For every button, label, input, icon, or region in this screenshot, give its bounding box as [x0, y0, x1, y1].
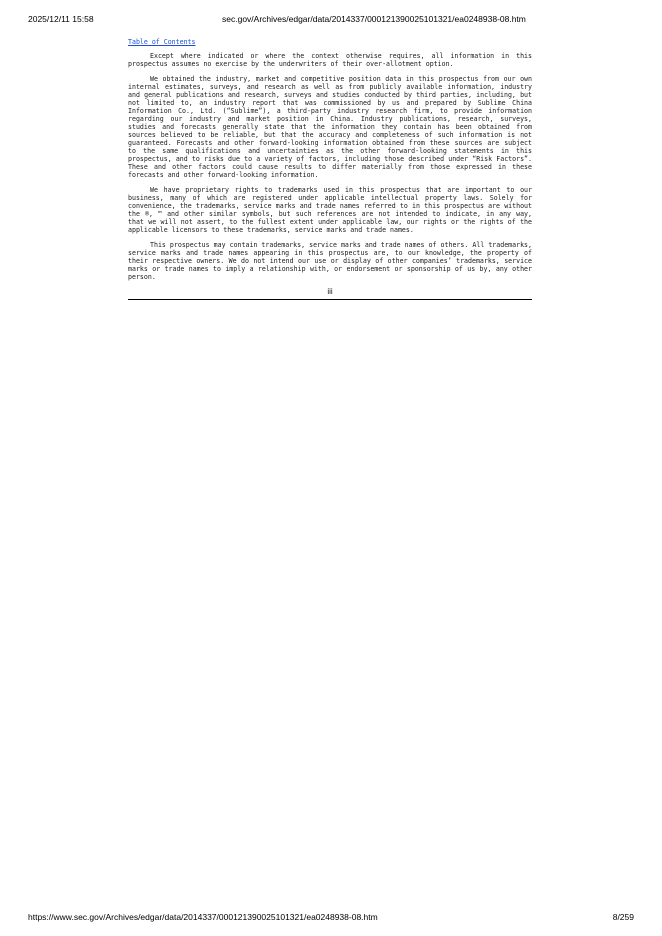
table-of-contents-link[interactable]: Table of Contents: [128, 38, 196, 46]
paragraph-industry-data: We obtained the industry, market and competitive position data in this prospectus from our own internal estimates, surveys, and research as well as from publicly available information, industry and general publications and research, surveys and studies conducted by third parties, including, but not limited to, an industry report that was commissioned by us and prepared by Sublime China Information Co., Ltd. (“Sublime”), a third-party industry research firm, to provide information regarding our industry and market position in China. Industry publications, research, surveys, studies and forecasts generally state that the information they contain has been obtained from sources believed to be reliable, but that the accuracy and completeness of such information is not guaranteed. Forecasts and other forward-looking information obtained from these sources are subject to the same qualifications and uncertainties as the other forward-looking statements in this prospectus, and to risks due to a variety of factors, including those described under “Risk Factors”. These and other factors could cause results to differ materially from those expressed in these forecasts and other forward-looking information.: [128, 74, 532, 180]
page-number: iii: [327, 287, 333, 297]
document-body: [128, 38, 532, 300]
page-divider: [128, 299, 532, 300]
paragraph-over-allotment: Except where indicated or where the context otherwise requires, all information in this prospectus assumes no exercise by the underwriters of their over-allotment option.: [128, 52, 532, 69]
print-url: https://www.sec.gov/Archives/edgar/data/2014337/000121390025101321/ea0248938-08.htm: [28, 912, 378, 922]
print-page-title: sec.gov/Archives/edgar/data/2014337/000121390025101321/ea0248938-08.htm: [222, 14, 526, 24]
print-datetime: 2025/12/11 15:58: [28, 14, 94, 24]
print-page-counter: 8/259: [612, 912, 634, 922]
paragraph-third-party-trademarks: This prospectus may contain trademarks, service marks and trade names of others. All trademarks, service marks and trade names appearing in this prospectus are, to our knowledge, the property of their respective owners. We do not intend our use or display of other companies’ trademarks, service marks or trade names to imply a relationship with, or endorsement or sponsorship of us by, any other person.: [128, 240, 532, 281]
paragraph-proprietary-trademarks: We have proprietary rights to trademarks used in this prospectus that are important to our business, many of which are registered under applicable intellectual property laws. Solely for convenience, the trademarks, service marks and trade names referred to in this prospectus are without the ®, ™ and other similar symbols, but such references are not intended to indicate, in any way, that we will not assert, to the fullest extent under applicable law, our rights or the rights of the applicable licensors to these trademarks, service marks and trade names.: [128, 185, 532, 234]
print-header: [28, 14, 634, 28]
print-footer: [28, 912, 634, 924]
